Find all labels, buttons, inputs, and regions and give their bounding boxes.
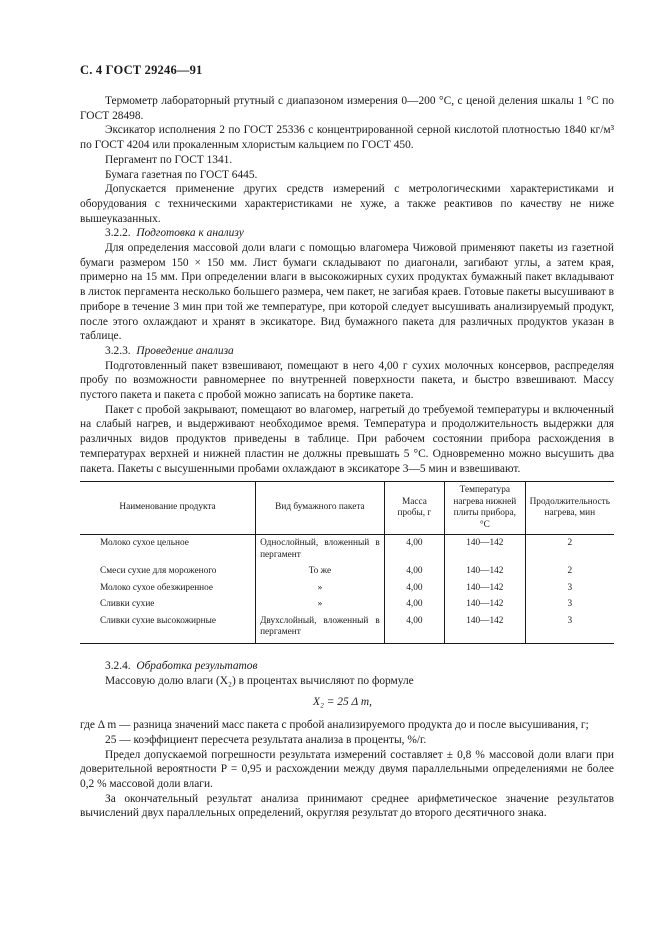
cell-mass: 4,00 — [384, 597, 444, 614]
table-row — [80, 581, 614, 598]
section-heading-322 — [80, 226, 614, 241]
paragraph-desiccator: Эксикатор исполнения 2 по ГОСТ 25336 с концентрированной серной кислотой плотностью 1840 кг/м³ по ГОСТ 4204 или прокаленным хлористым кальцием по ГОСТ 450. — [80, 124, 614, 152]
cell-package: » — [256, 597, 385, 614]
drying-parameters-table — [80, 481, 614, 644]
cell-product: Сливки сухие высокожирные — [80, 614, 256, 644]
table-header-row — [80, 482, 614, 535]
section-heading-324 — [80, 659, 614, 674]
cell-package: Двухслойный, вложенный в пергамент — [256, 614, 385, 644]
cell-package: Однослойный, вложенный в пергамент — [256, 535, 385, 565]
paragraph-parchment: Пергамент по ГОСТ 1341. — [105, 153, 233, 166]
table-row — [80, 597, 614, 614]
paragraph-formula-intro: Массовую долю влаги (X₂) в процентах вычисляют по формуле — [105, 674, 414, 687]
paragraph-preparation: Для определения массовой доли влаги с помощью влагомера Чижовой применяют пакеты из газетной бумаги размером 150 × 150 мм. Лист бумаги складывают по диагонали, загибают углы, а затем края, примерно на 15 мм. При определении влаги в высокожирных сухих продуктах бумажный пакет вкладывают в листок пергамента несколько большего размера, чем пакет, не загибая краев. Готовые пакеты высушивают в приборе в течение 3 мин при той же температуре, при которой следует высушивать анализируемый продукт, после этого охлаждают и хранят в эксикаторе. Вид бумажного пакета для различных продуктов указан в таблице. — [80, 242, 614, 343]
paragraph-error-limit: Предел допускаемой погрешности результата измерений составляет ± 0,8 % массовой доли влаги при доверительной вероятности P = 0,95 и расхождении между двумя параллельными определениями не более 0,2 % массовой доли влаги. — [80, 748, 614, 790]
cell-mass: 4,00 — [384, 564, 444, 581]
cell-package: » — [256, 581, 385, 598]
table-row — [80, 535, 614, 565]
formula-legend-coefficient: 25 — коэффициент пересчета результата анализа в проценты, %/г. — [105, 733, 427, 746]
cell-package: То же — [256, 564, 385, 581]
cell-duration: 3 — [525, 581, 614, 598]
cell-product: Сливки сухие — [100, 599, 155, 609]
column-header-product: Наименование продукта — [80, 482, 256, 535]
cell-duration: 2 — [525, 564, 614, 581]
cell-temperature: 140—142 — [445, 581, 526, 598]
cell-duration: 3 — [525, 614, 614, 644]
paragraph-drying: Пакет с пробой закрывают, помещают во влагомер, нагретый до требуемой температуры и включенный на слабый нагрев, и выдерживают необходимое время. Температура и продолжительность выдержки для различных видов продуктов приведены в таблице. При рабочем состоянии прибора расхождения в температурах верхней и нижней пластин не должны превышать 5 °С. Одновременно можно высушить два пакета. Пакеты с высушенными пробами охлаждают в эксикаторе 3—5 мин и взвешивают. — [80, 403, 614, 475]
cell-temperature: 140—142 — [445, 535, 526, 565]
table-row — [80, 564, 614, 581]
results-section — [80, 659, 614, 821]
moisture-formula: X₂ = 25 Δ m, — [313, 696, 372, 709]
paragraph-thermometer: Термометр лабораторный ртутный с диапазоном измерения 0—200 °С, с ценой деления шкалы 1 °С по ГОСТ 28498. — [80, 95, 614, 122]
cell-mass: 4,00 — [384, 614, 444, 644]
column-header-mass: Масса пробы, г — [384, 482, 444, 535]
column-header-duration: Продолжительность нагрева, мин — [525, 482, 614, 535]
column-header-package: Вид бумажного пакета — [256, 482, 385, 535]
paragraph-final-result: За окончательный результат анализа принимают среднее арифметическое значение результатов вычислений двух параллельных определений, округляя результат до второго десятичного знака. — [80, 792, 614, 820]
section-heading-323 — [80, 344, 614, 359]
cell-temperature: 140—142 — [445, 597, 526, 614]
main-text — [80, 94, 614, 476]
section-title: Подготовка к анализу — [136, 227, 244, 240]
cell-temperature: 140—142 — [445, 564, 526, 581]
section-number: 3.2.4. — [105, 660, 131, 672]
table-row — [80, 614, 614, 644]
cell-product: Смеси сухие для мороженого — [100, 566, 217, 576]
cell-product: Молоко сухое цельное — [100, 538, 189, 548]
paragraph-weighing: Подготовленный пакет взвешивают, помещают в него 4,00 г сухих молочных консервов, распределяя пробу по возможности равномернее по внутренней поверхности пакета, и быстро взвешивают. Массу пустого пакета и пакета с пробой можно записать на бортике пакета. — [80, 359, 614, 402]
cell-product: Молоко сухое обезжиренное — [100, 582, 214, 593]
cell-mass: 4,00 — [384, 581, 444, 598]
cell-duration: 3 — [525, 597, 614, 614]
formula-legend-delta-m: где Δ m — разница значений масс пакета с пробой анализируемого продукта до и после высушивания, г; — [80, 719, 589, 732]
paragraph-alternatives: Допускается применение других средств измерений с метрологическими характеристиками и оборудования с техническими характеристиками не хуже, а также реактивов по качеству не ниже вышеуказанных. — [80, 183, 614, 225]
cell-temperature: 140—142 — [445, 614, 526, 644]
paragraph-newsprint: Бумага газетная по ГОСТ 6445. — [105, 168, 258, 181]
section-title: Обработка результатов — [136, 660, 258, 672]
section-title: Проведение анализа — [136, 344, 234, 357]
section-number: 3.2.3. — [105, 344, 131, 357]
section-number: 3.2.2. — [105, 227, 131, 240]
cell-mass: 4,00 — [384, 535, 444, 565]
page-header: С. 4 ГОСТ 29246—91 — [80, 63, 203, 77]
cell-duration: 2 — [525, 535, 614, 565]
column-header-temperature: Температура нагрева нижней плиты прибора, °С — [445, 482, 526, 535]
